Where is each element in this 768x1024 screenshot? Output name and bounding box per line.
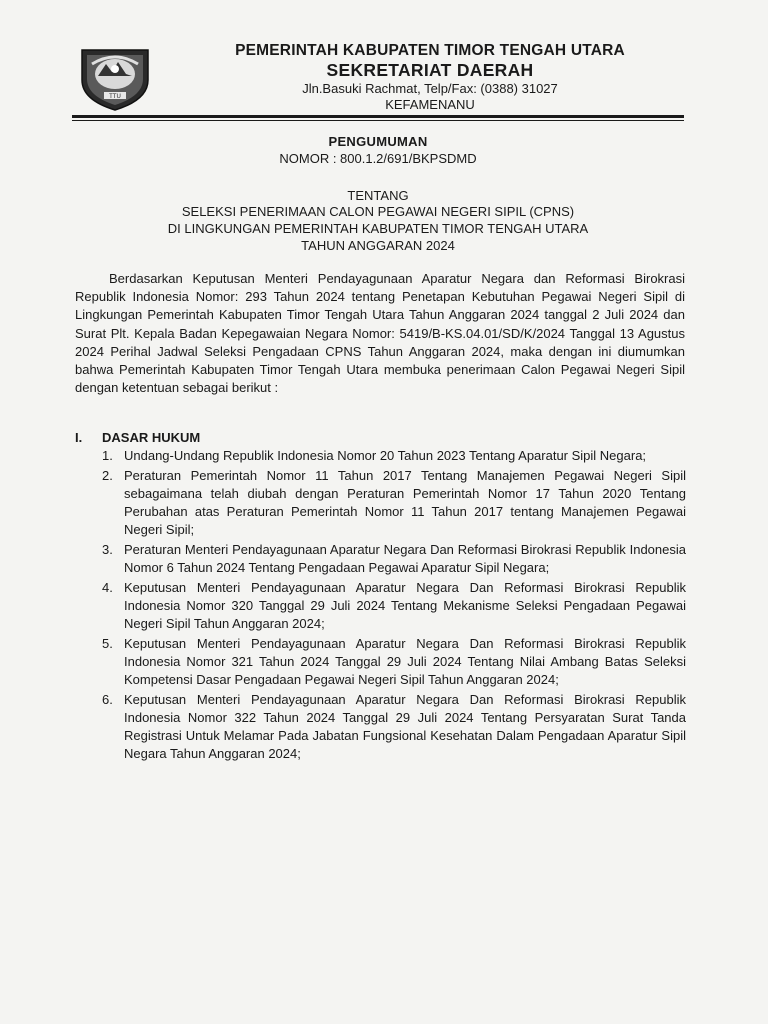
regency-emblem-icon xyxy=(76,42,154,112)
list-item-text: Keputusan Menteri Pendayagunaan Aparatur Negara Dan Reformasi Birokrasi Republik Indonesia Nomor 321 Tahun 2024 Tanggal 29 Juli 2024 Tentang Nilai Ambang Batas Seleksi Kompetensi Dasar Pengadaan Pegawai Negeri Sipil Tahun Anggaran 2024; xyxy=(124,636,686,687)
svg-text:TTU: TTU xyxy=(109,94,121,100)
list-item-number: 4. xyxy=(102,580,113,595)
list-item-number: 3. xyxy=(102,542,113,557)
list-item-number: 2. xyxy=(102,468,113,483)
list-item xyxy=(102,635,686,689)
legal-basis-list xyxy=(102,447,686,765)
list-item-number: 1. xyxy=(102,448,113,463)
list-item xyxy=(102,467,686,539)
list-item-text: Keputusan Menteri Pendayagunaan Aparatur Negara Dan Reformasi Birokrasi Republik Indonesia Nomor 320 Tanggal 29 Juli 2024 Tentang Mekanisme Seleksi Pengadaan Pegawai Negeri Sipil Tahun Anggaran 2024; xyxy=(124,580,686,631)
letterhead-rule-thick xyxy=(72,115,684,118)
announcement-number: NOMOR : 800.1.2/691/BKPSDMD xyxy=(279,151,477,166)
list-item-text: Undang-Undang Republik Indonesia Nomor 20 Tahun 2023 Tentang Aparatur Sipil Negara; xyxy=(124,448,647,463)
letterhead-government: PEMERINTAH KABUPATEN TIMOR TENGAH UTARA xyxy=(235,42,625,59)
section-title: DASAR HUKUM xyxy=(102,430,201,445)
announcement-tentang: TENTANG xyxy=(347,188,409,203)
announcement-heading: PENGUMUMAN xyxy=(328,134,428,149)
section-heading xyxy=(75,430,200,445)
letterhead-rule-thin xyxy=(72,120,684,121)
list-item-text: Peraturan Pemerintah Nomor 11 Tahun 2017 Tentang Manajemen Pegawai Negeri Sipil sebagaimana telah diubah dengan Peraturan Pemerintah Nomor 17 Tahun 2020 Tentang Perubahan atas Peraturan Pemerintah Nomor 11 Tahun 2017 tentang Manajemen Pegawai Negeri Sipil; xyxy=(124,468,686,537)
letterhead-office: SEKRETARIAT DAERAH xyxy=(326,60,534,80)
announcement-subject-line-1: SELEKSI PENERIMAAN CALON PEGAWAI NEGERI SIPIL (CPNS) xyxy=(181,204,575,219)
list-item-text: Keputusan Menteri Pendayagunaan Aparatur Negara Dan Reformasi Birokrasi Republik Indonesia Nomor 322 Tahun 2024 Tanggal 29 Juli 2024 Tentang Persyaratan Surat Tanda Registrasi Untuk Melamar Pada Jabatan Fungsional Kesehatan Dalam Pengadaan Aparatur Sipil Negara Tahun Anggaran 2024; xyxy=(124,692,686,761)
section-number: I. xyxy=(75,430,83,445)
announcement-subject-line-3: TAHUN ANGGARAN 2024 xyxy=(301,238,455,253)
list-item-text: Peraturan Menteri Pendayagunaan Aparatur Negara Dan Reformasi Birokrasi Republik Indonesia Nomor 6 Tahun 2024 Tentang Pengadaan Pegawai Aparatur Sipil Negara; xyxy=(124,542,686,575)
letterhead xyxy=(180,42,680,113)
list-item xyxy=(102,691,686,763)
list-item xyxy=(102,447,686,465)
letterhead-city: KEFAMENANU xyxy=(385,97,475,112)
letterhead-address: Jln.Basuki Rachmat, Telp/Fax: (0388) 31027 xyxy=(302,81,558,96)
intro-paragraph: Berdasarkan Keputusan Menteri Pendayagunaan Aparatur Negara dan Reformasi Birokrasi Republik Indonesia Nomor: 293 Tahun 2024 tentang Penetapan Kebutuhan Pegawai Negeri Sipil di Lingkungan Pemerintah Kabupaten Timor Tengah Utara Tahun Anggaran 2024 tanggal 2 Juli 2024 dan Surat Plt. Kepala Badan Kepegawaian Negara Nomor: 5419/B-KS.04.01/SD/K/2024 Tanggal 13 Agustus 2024 Perihal Jadwal Seleksi Pengadaan CPNS Tahun Anggaran 2024, maka dengan ini diumumkan bahwa Pemerintah Kabupaten Timor Tengah Utara membuka penerimaan Calon Pegawai Negeri Sipil dengan ketentuan sebagai berikut : xyxy=(75,271,685,396)
list-item-number: 5. xyxy=(102,636,113,651)
list-item xyxy=(102,579,686,633)
list-item xyxy=(102,541,686,577)
announcement-subject-line-2: DI LINGKUNGAN PEMERINTAH KABUPATEN TIMOR TENGAH UTARA xyxy=(167,221,589,236)
list-item-number: 6. xyxy=(102,692,113,707)
